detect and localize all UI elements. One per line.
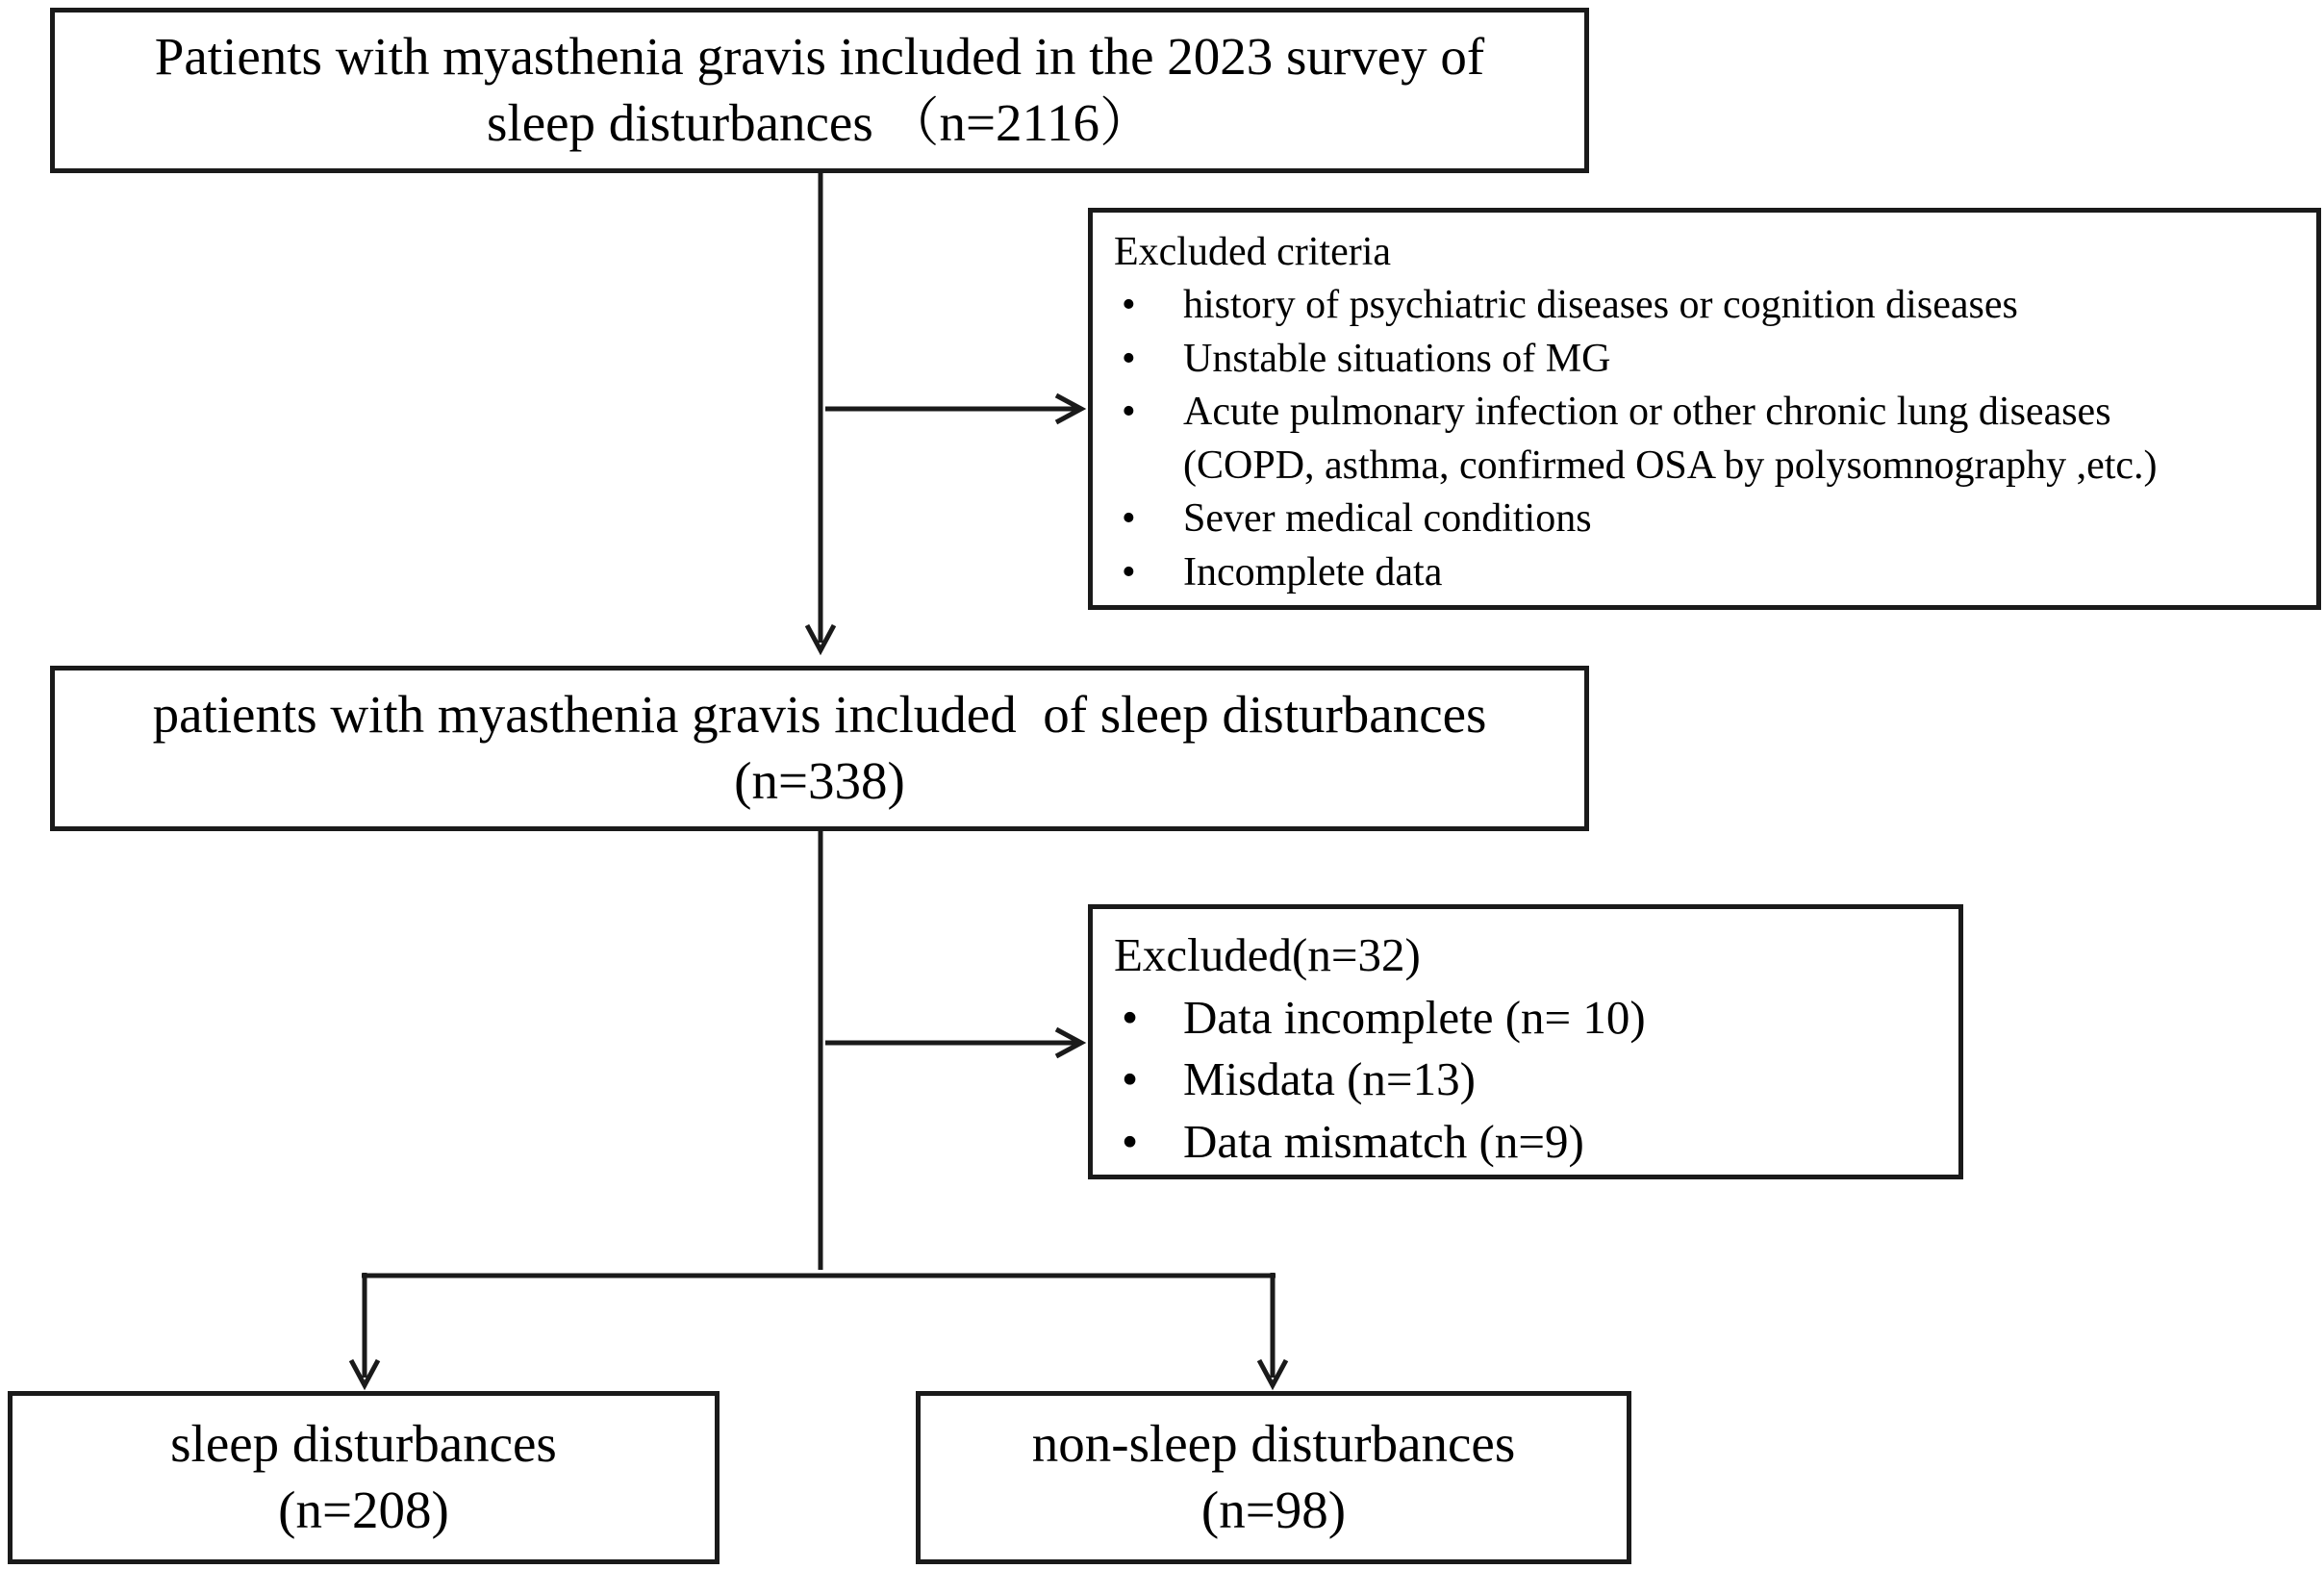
included-patients-line2: (n=338) xyxy=(734,751,905,810)
bullet-icon: • xyxy=(1122,336,1136,381)
list-item-text: Unstable situations of MG xyxy=(1183,336,1611,381)
list-item xyxy=(1114,987,1958,1050)
list-item xyxy=(1114,493,2316,545)
sleep-disturbances-count: (n=208) xyxy=(278,1480,449,1539)
list-item-text: Data mismatch (n=9) xyxy=(1183,1115,1584,1169)
sleep-disturbances-box xyxy=(8,1391,720,1564)
list-item-text: history of psychiatric diseases or cognition diseases xyxy=(1183,283,2018,328)
non-sleep-disturbances-box xyxy=(916,1391,1631,1564)
list-item xyxy=(1114,1049,1958,1111)
excluded-criteria-box xyxy=(1088,208,2321,610)
bullet-icon: • xyxy=(1122,549,1136,595)
bullet-icon: • xyxy=(1122,990,1139,1044)
list-item-text: Sever medical conditions xyxy=(1183,496,1592,542)
list-item xyxy=(1114,279,2316,332)
included-patients-box xyxy=(50,666,1589,831)
excluded-criteria-list xyxy=(1114,279,2316,599)
bullet-icon: • xyxy=(1122,496,1136,542)
initial-cohort-line1: Patients with myasthenia gravis included in the 2023 survey of xyxy=(154,27,1485,87)
non-sleep-disturbances-count: (n=98) xyxy=(1200,1480,1347,1539)
included-patients-line1: patients with myasthenia gravis included of sleep disturbances xyxy=(152,685,1487,745)
excluded-count-box xyxy=(1088,904,1963,1179)
bullet-icon: • xyxy=(1122,1052,1139,1106)
excluded-criteria-heading: Excluded criteria xyxy=(1114,230,1392,274)
initial-cohort-box xyxy=(50,8,1589,173)
non-sleep-disturbances-label: non-sleep disturbances xyxy=(1031,1414,1516,1474)
sleep-disturbances-label: sleep disturbances xyxy=(170,1414,557,1474)
list-item-text: Misdata (n=13) xyxy=(1183,1052,1476,1106)
list-item xyxy=(1114,546,2316,599)
bullet-icon: • xyxy=(1122,283,1136,328)
list-item xyxy=(1114,1111,1958,1174)
bullet-icon: • xyxy=(1122,390,1136,435)
initial-cohort-line2: sleep disturbances （n=2116） xyxy=(487,93,1152,152)
excluded-count-heading: Excluded(n=32) xyxy=(1114,928,1421,981)
list-item-text: Acute pulmonary infection or other chronic lung diseases xyxy=(1183,390,2111,435)
excluded-count-list xyxy=(1114,987,1958,1174)
list-item xyxy=(1114,386,2316,493)
list-item-continuation: (COPD, asthma, confirmed OSA by polysomnography ,etc.) xyxy=(1183,443,2158,488)
list-item xyxy=(1114,333,2316,386)
list-item-text: Incomplete data xyxy=(1183,549,1443,595)
bullet-icon: • xyxy=(1122,1115,1139,1169)
list-item-text: Data incomplete (n= 10) xyxy=(1183,990,1646,1044)
